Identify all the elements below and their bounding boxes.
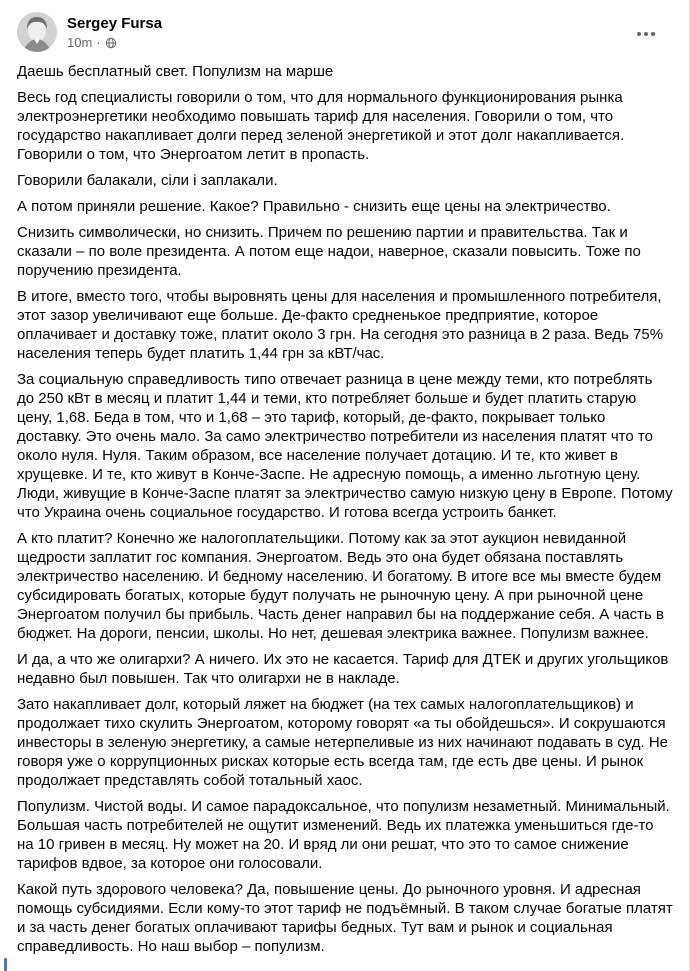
post-paragraph: Популизм. Чистой воды. И самое парадоксальное, что популизм незаметный. Минимальный. Большая часть потребителей не ощутит изменений. Ведь их платежка уменьшиться где-то на 10 гривен в месяц. Ну может на 20. И вряд ли они решат, что это то самое снижение тарифов вдвое, за которое они голосовали. [17,798,670,872]
ellipsis-dot [651,32,655,36]
post-paragraph: А кто платит? Конечно же налогоплательщики. Потому как за этот аукцион невиданной щедрости заплатит гос компания. Энергоатом. Ведь это она будет обязана поставлять электричество населению. И бедному населению. И богатому. В итоге все мы вместе будем субсидировать богатых, которые будут получать не рыночную цену. А при рыночной цене Энергоатом получил бы прибыль. Часть денег направил бы на поддержание себя. А часть в бюджет. На дороги, пенсии, школы. Но нет, дешевая электрика важнее. Популизм важнее. [17,530,664,642]
ellipsis-dot [644,32,648,36]
post-paragraph: Снизить символически, но снизить. Причем по решению партии и правительства. Так и сказали – по воле президента. А потом еще надои, наверное, сказали повысить. Тоже по поручению президента. [17,224,641,279]
post-body [0,52,689,956]
cropped-element-artifact [4,958,7,971]
avatar-photo [17,12,57,52]
author-name[interactable]: Sergey Fursa [67,15,163,32]
more-options-button[interactable] [631,22,661,46]
header-info [67,12,631,51]
post-paragraph: Какой путь здорового человека? Да, повышение цены. До рыночного уровня. И адресная помощь субсидиями. Если кому-то этот тариф не подъёмный. В таком случае богатые платят и за часть денег богатых оплачивают тарифы бедных. Тут вам и рынок и социальная справедливость. Но наш выбор – популизм. [17,881,673,955]
post-header [0,0,689,52]
post-paragraph: Зато накапливает долг, который ляжет на бюджет (на тех самых налогоплательщиков) и продолжает тихо скулить Энергоатом, которому говорят «а ты обойдешься». И сокрушаются инвесторы в зеленую энергетику, а самые нетерпеливые из них начинают подавать в суд. Не говоря уже о коррупционных рисках которые есть всегда там, где есть две цены. И рынок продолжает представлять собой тотальный хаос. [17,696,668,789]
post-paragraph: В итоге, вместо того, чтобы выровнять цены для населения и промышленного потребителя, этот зазор увеличивают еще больше. Де-факто средненькое предприятие, которое оплачивает и доставку тоже, платит около 3 грн. На сегодня это разница в 2 раза. Ведь 75% населения теперь будет платить 1,44 грн за кВТ/час. [17,288,664,362]
meta-separator: · [96,35,101,50]
post-paragraph: А потом приняли решение. Какое? Правильно - снизить еще цены на электричество. [17,198,611,215]
avatar[interactable] [17,12,57,52]
post-paragraph: И да, а что же олигархи? А ничего. Их это не касается. Тариф для ДТЕК и других угольщиков недавно был повышен. Так что олигархи не в накладе. [17,651,669,687]
post-meta [67,34,631,51]
post-paragraph: За социальную справедливость типо отвечает разница в цене между теми, кто потреблять до 250 кВт в месяц и платит 1,44 и теми, кто потребляет больше и будет платить старую цену, 1,68. Беда в том, что и 1,68 – это тариф, который, де-факто, покрывает только доставку. Это очень мало. За само электричество потребители из населения платят что то около нуля. Нуля. Таким образом, все население получает дотацию. И те, кто живет в хрущевке. И те, кто живут в Конче-Заспе. Не адресную помощь, а именно льготную цену. Люди, живущие в Конче-Заспе платят за электричество самую низкую цену в Европе. Потому что Украина очень социальное государство. И готова всегда устроить банкет. [17,371,673,521]
post-paragraph: Даешь бесплатный свет. Популизм на марше [17,63,334,80]
post-paragraph: Говорили балакали, сіли і заплакали. [17,172,278,189]
timestamp[interactable]: 10m [67,35,93,50]
ellipsis-dot [637,32,641,36]
post-paragraph: Весь год специалисты говорили о том, что для нормального функционирования рынка электроэнергетики необходимо повышать тариф для населения. Говорили о том, что государство накапливает долги перед зеленой энергетикой и этот долг накапливается. Говорили о том, что Энергоатом летит в пропасть. [17,89,625,163]
globe-icon [105,37,117,49]
